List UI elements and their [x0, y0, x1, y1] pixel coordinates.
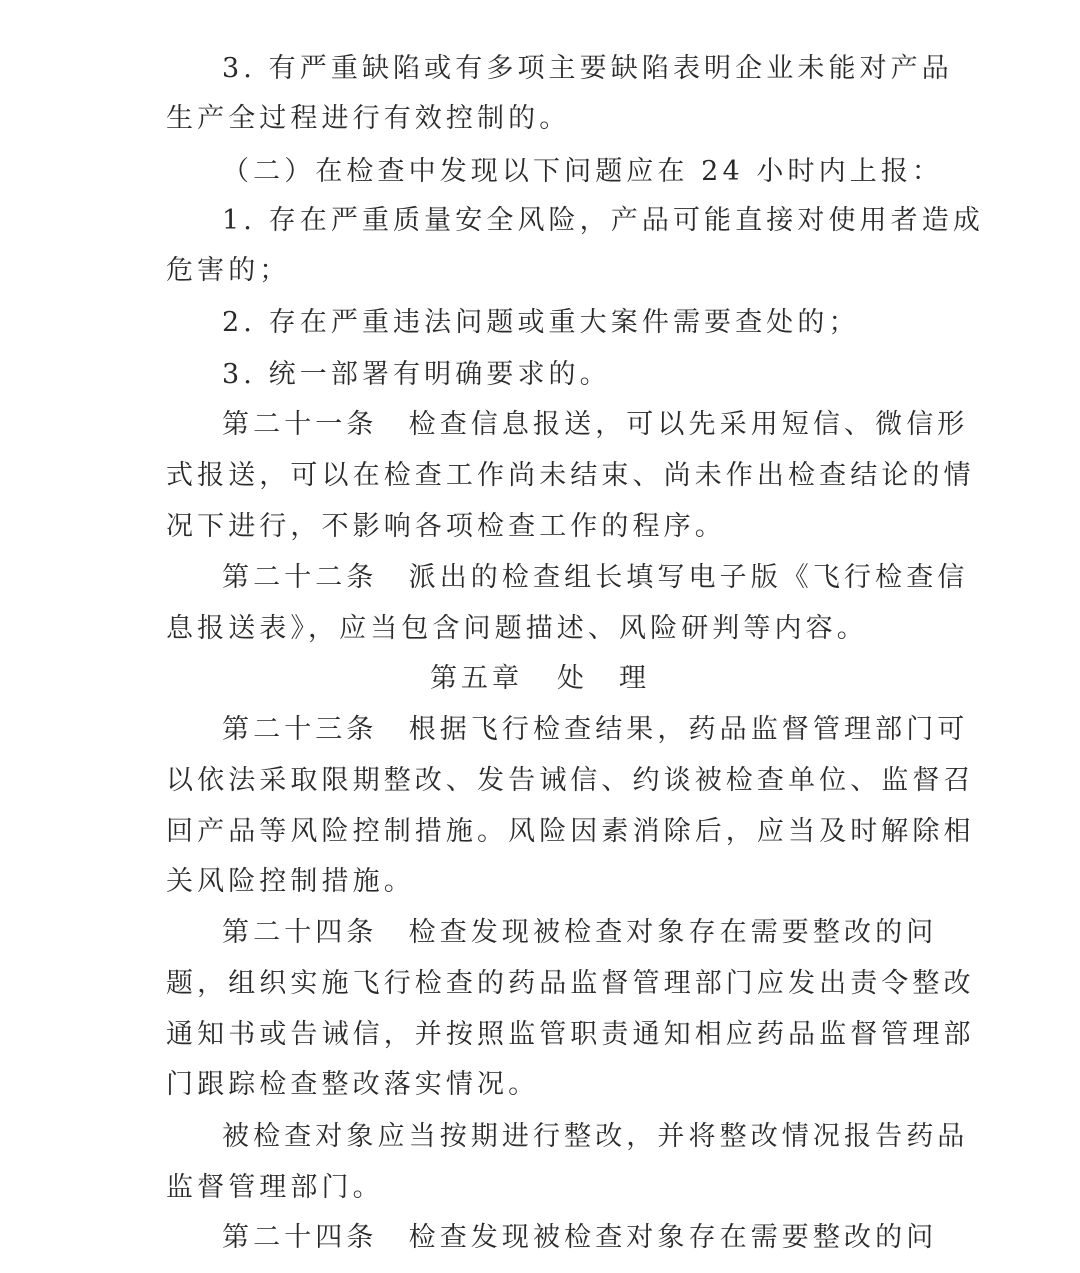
- paragraph-line: 题，组织实施飞行检查的药品监督管理部门应发出责令整改: [166, 968, 975, 999]
- paragraph-line: 通知书或告诫信，并按照监管职责通知相应药品监督管理部: [166, 1019, 975, 1050]
- paragraph-line: 关风险控制措施。: [166, 866, 415, 897]
- paragraph-line: 息报送表》，应当包含问题描述、风险研判等内容。: [166, 613, 868, 644]
- paragraph-line: 2. 存在严重违法问题或重大案件需要查处的；: [222, 307, 860, 338]
- paragraph-line: 生产全过程进行有效控制的。: [166, 103, 571, 134]
- article-21: 第二十一条 检查信息报送，可以先采用短信、微信形: [222, 409, 969, 440]
- paragraph-line: 况下进行，不影响各项检查工作的程序。: [166, 511, 726, 542]
- paragraph-line: 回产品等风险控制措施。风险因素消除后，应当及时解除相: [166, 816, 975, 847]
- article-24: 第二十四条 检查发现被检查对象存在需要整改的问: [222, 917, 938, 948]
- article-23: 第二十三条 根据飞行检查结果，药品监督管理部门可: [222, 714, 969, 745]
- paragraph-line: 危害的；: [166, 255, 291, 286]
- chapter-title: 处 理: [557, 663, 650, 694]
- paragraph-line: 以依法采取限期整改、发告诫信、约谈被检查单位、监督召: [166, 765, 975, 796]
- paragraph-line: 式报送，可以在检查工作尚未结束、尚未作出检查结论的情: [166, 460, 975, 491]
- chapter-number: 第五章: [430, 663, 523, 694]
- article-22: 第二十二条 派出的检查组长填写电子版《飞行检查信: [222, 562, 969, 593]
- paragraph-line: 3. 统一部署有明确要求的。: [222, 359, 611, 390]
- paragraph-line: 3. 有严重缺陷或有多项主要缺陷表明企业未能对产品: [222, 53, 953, 84]
- paragraph-line: 监督管理部门。: [166, 1172, 384, 1203]
- paragraph-line: 门跟踪检查整改落实情况。: [166, 1069, 540, 1100]
- paragraph-line: 被检查对象应当按期进行整改，并将整改情况报告药品: [222, 1121, 969, 1152]
- paragraph-line: 1. 存在严重质量安全风险，产品可能直接对使用者造成: [222, 205, 984, 236]
- section-heading: （二）在检查中发现以下问题应在 24 小时内上报：: [222, 156, 944, 187]
- chapter-heading: [0, 662, 1080, 696]
- article-24-repeat: 第二十四条 检查发现被检查对象存在需要整改的问: [222, 1222, 938, 1253]
